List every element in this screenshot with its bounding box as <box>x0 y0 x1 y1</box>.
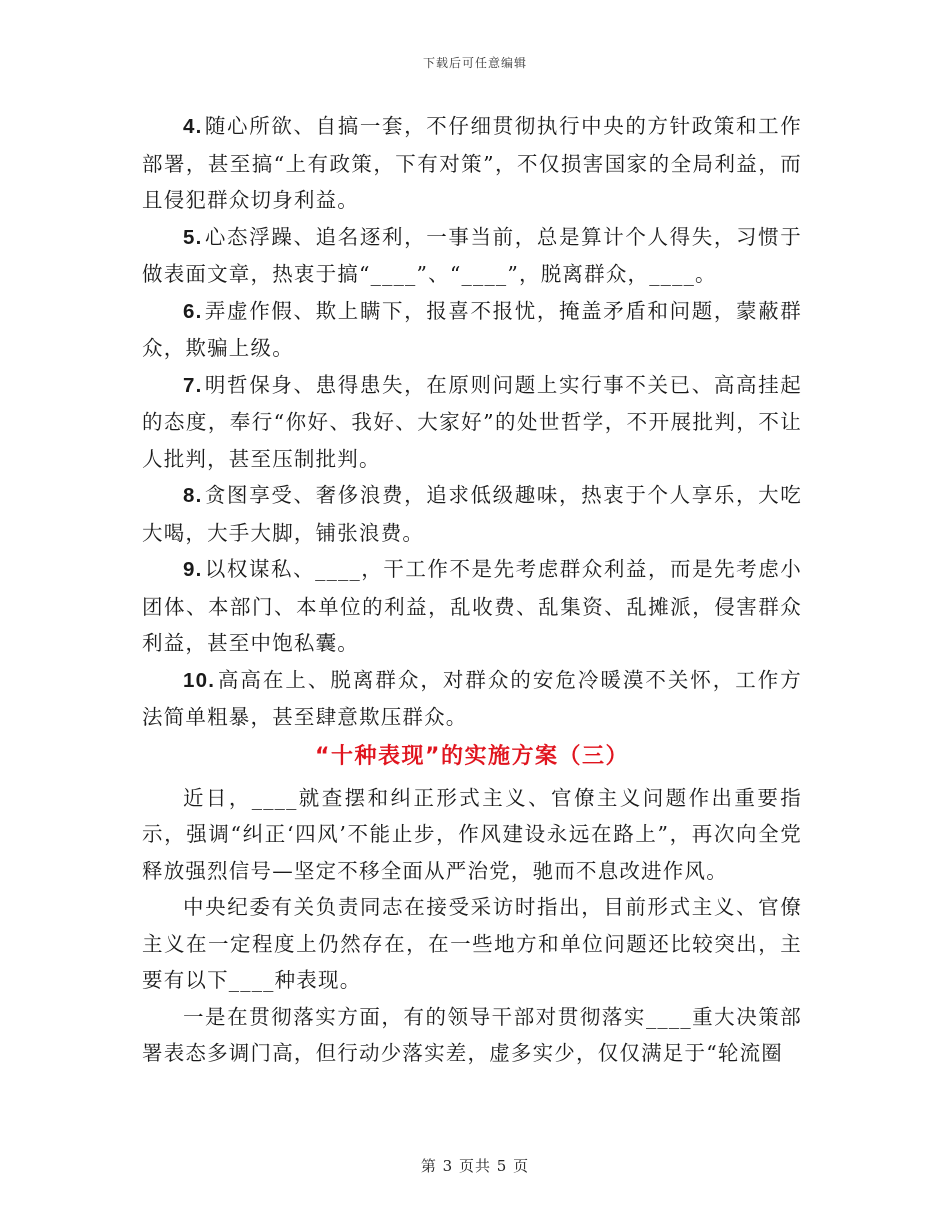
list-item <box>142 367 802 478</box>
list-item <box>142 551 802 662</box>
body-paragraph: 一是在贯彻落实方面，有的领导干部对贯彻落实____重大决策部署表态多调门高，但行动少落实差，虚多实少，仅仅满足于“轮流圈 <box>142 1004 802 1065</box>
header-note: 下载后可任意编辑 <box>422 56 527 70</box>
list-item <box>142 662 802 736</box>
item-text: 高高在上、脱离群众，对群众的安危冷暖漠不关怀，工作方法简单粗暴，甚至肆意欺压群众。 <box>142 667 802 729</box>
item-number: 5. <box>183 225 203 249</box>
item-text: 明哲保身、患得患失，在原则问题上实行事不关已、高高挂起的态度，奉行“你好、我好、大家好”的处世哲学，不开展批判，不让人批判，甚至压制批判。 <box>142 372 802 471</box>
item-text: 心态浮躁、追名逐利，一事当前，总是算计个人得失，习惯于做表面文章，热衷于搞“____”、“____”，脱离群众，____。 <box>142 224 802 286</box>
section-title: “十种表现”的实施方案（三） <box>315 743 629 769</box>
item-number: 6. <box>183 299 203 323</box>
list-item <box>142 477 802 551</box>
item-number: 9. <box>183 558 203 581</box>
item-text: 以权谋私、____，干工作不是先考虑群众利益，而是先考虑小团体、本部门、本单位的利益，乱收费、乱集资、乱摊派，侵害群众利益，甚至中饱私囊。 <box>142 557 802 655</box>
item-text: 弄虚作假、欺上瞒下，报喜不报忧，掩盖矛盾和问题，蒙蔽群众，欺骗上级。 <box>142 298 802 360</box>
page-number: 第 3 页共 5 页 <box>420 1157 530 1175</box>
document-body <box>142 108 802 1072</box>
item-number: 10. <box>183 668 216 692</box>
item-number: 4. <box>183 115 203 138</box>
body-paragraph: 近日，____就查摆和纠正形式主义、官僚主义问题作出重要指示，强调“纠正‘四风’不能止步，作风建设永远在路上”，再次向全党释放强烈信号—坚定不移全面从严治党，驰而不息改进作风。 <box>142 785 802 883</box>
list-item <box>142 219 802 293</box>
body-paragraph: 中央纪委有关负责同志在接受采访时指出，目前形式主义、官僚主义在一定程度上仍然存在，在一些地方和单位问题还比较突出，主要有以下____种表现。 <box>142 895 802 992</box>
item-number: 7. <box>183 373 203 397</box>
list-item <box>142 293 802 367</box>
list-item <box>142 108 802 219</box>
item-text: 随心所欲、自搞一套，不仔细贯彻执行中央的方针政策和工作部署，甚至搞“上有政策，下有对策”，不仅损害国家的全局利益，而且侵犯群众切身利益。 <box>142 114 802 212</box>
item-number: 8. <box>183 484 203 507</box>
item-text: 贪图享受、奢侈浪费，追求低级趣味，热衷于个人享乐，大吃大喝，大手大脚，铺张浪费。 <box>142 483 802 545</box>
